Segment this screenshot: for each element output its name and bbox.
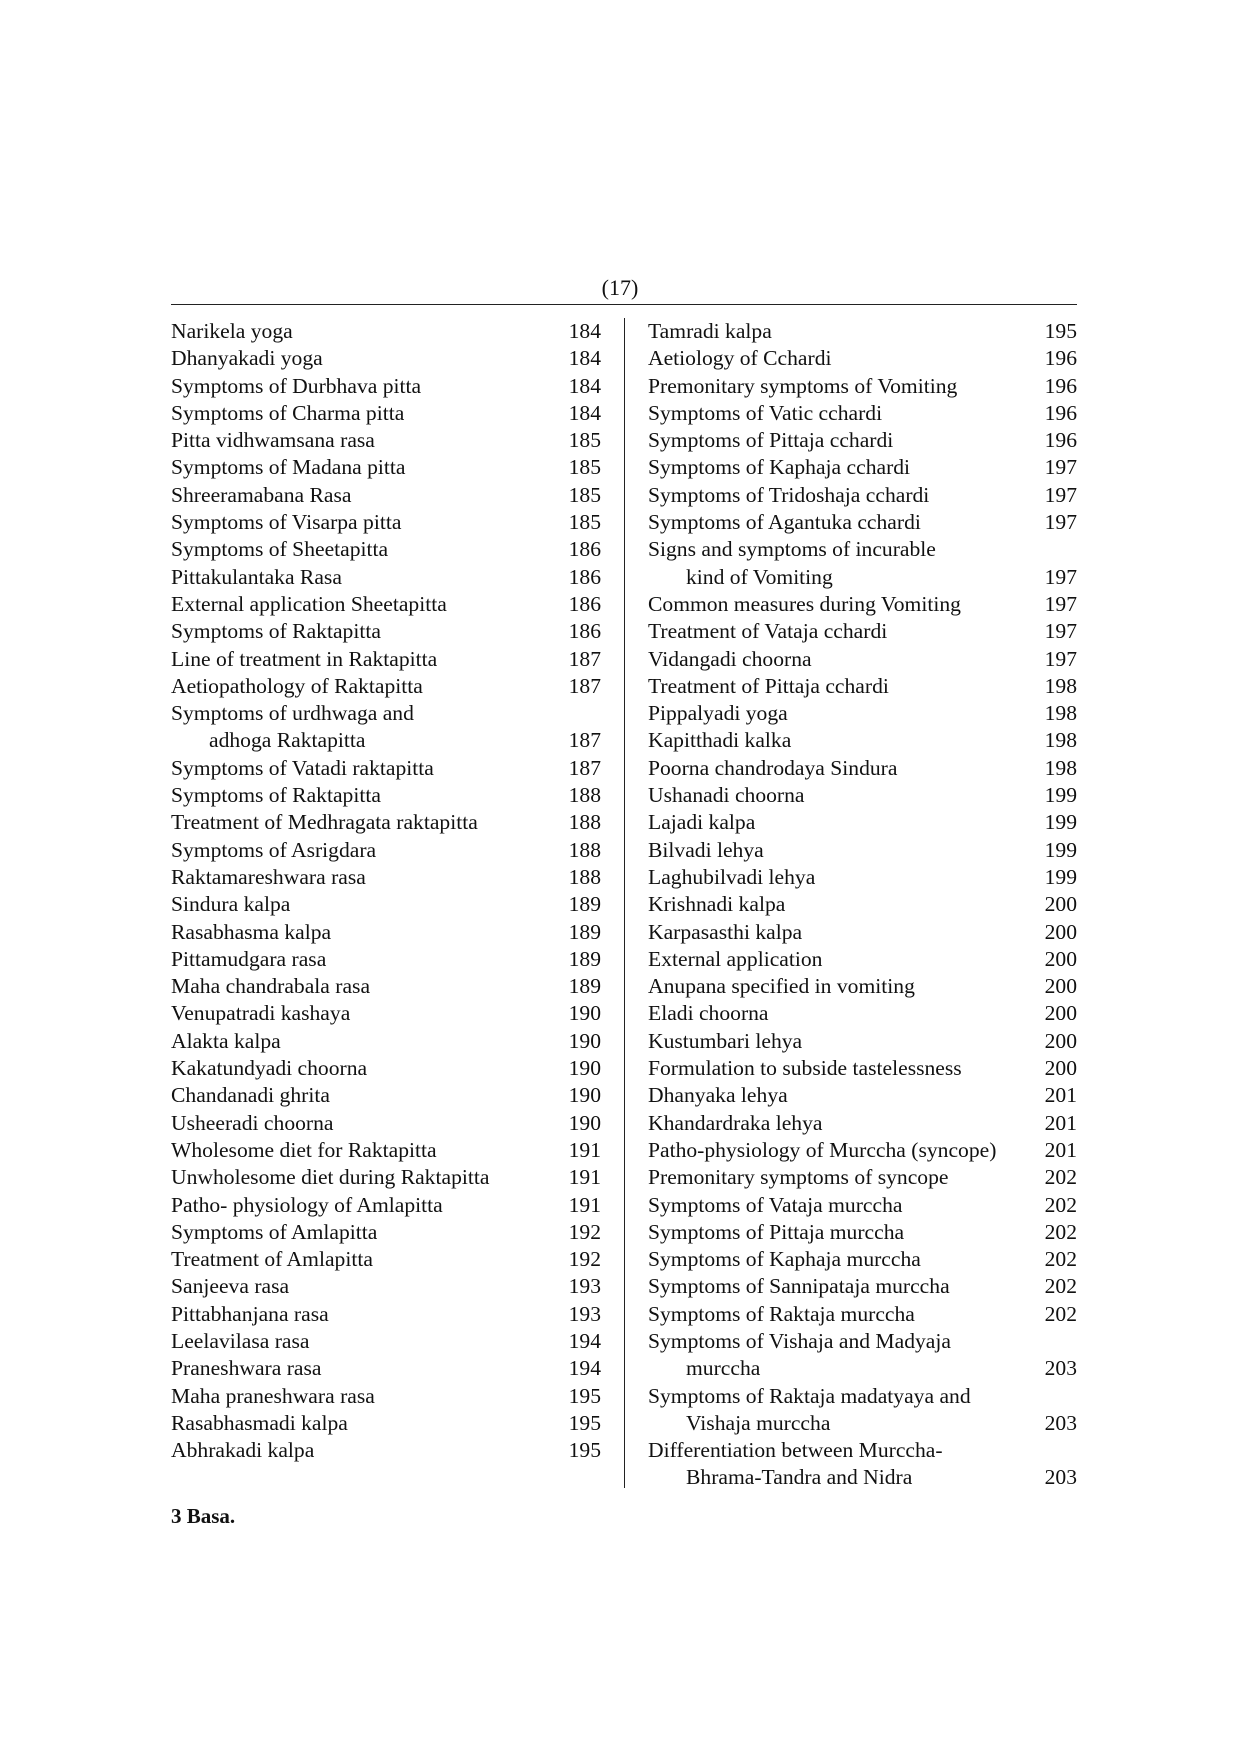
toc-entry-page: 191 [568,1165,601,1190]
toc-entry-title: Symptoms of Pittaja murccha [648,1219,905,1244]
toc-entry-title: Pippalyadi yoga [648,701,788,726]
toc-entry-title: Bhrama-Tandra and Nidra [686,1465,913,1490]
toc-entry-title: Kakatundyadi choorna [171,1056,368,1081]
toc-entry [171,1328,601,1355]
toc-entry [171,973,601,1000]
toc-entry [648,891,1077,918]
toc-entry [648,427,1077,454]
toc-entry [648,727,1077,754]
toc-entry [171,837,601,864]
toc-entry-title: Signs and symptoms of incurable [648,537,936,562]
toc-entry [171,373,601,400]
toc-entry-page: 189 [568,946,601,971]
toc-entry-title: Symptoms of Kaphaja murccha [648,1247,921,1272]
toc-entry [648,1464,1077,1491]
toc-entry [171,1110,601,1137]
toc-entry-title: Symptoms of Raktaja murccha [648,1301,915,1326]
toc-entry [171,564,601,591]
toc-entry-page: 189 [568,974,601,999]
toc-entry-page: 200 [1044,946,1077,971]
toc-entry [171,809,601,836]
toc-entry-page: 187 [568,755,601,780]
toc-entry-page: 198 [1044,755,1077,780]
toc-entry [648,318,1077,345]
toc-entry-page: 187 [568,646,601,671]
toc-entry-title: Ushanadi choorna [648,783,805,808]
toc-entry [171,1301,601,1328]
toc-entry-page: 189 [568,919,601,944]
toc-entry-title: Symptoms of Sheetapitta [171,537,389,562]
toc-entry [171,782,601,809]
column-divider [624,318,625,1488]
toc-entry-title: Chandanadi ghrita [171,1083,330,1108]
toc-entry [171,318,601,345]
toc-entry-page: 196 [1044,346,1077,371]
toc-entry-page: 190 [568,1083,601,1108]
toc-entry [171,400,601,427]
page-number: (17) [601,275,639,300]
toc-entry [648,1219,1077,1246]
toc-entry-page: 186 [568,564,601,589]
toc-entry-title: Symptoms of Raktapitta [171,783,381,808]
toc-entry [648,673,1077,700]
toc-entry [171,536,601,563]
toc-entry [648,400,1077,427]
toc-entry-page: 197 [1044,455,1077,480]
toc-entry-title: Symptoms of Vatadi raktapitta [171,755,434,780]
toc-entry [171,1082,601,1109]
toc-entry [648,536,1077,563]
toc-entry [171,919,601,946]
toc-entry-title: Treatment of Pittaja cchardi [648,673,889,698]
toc-entry-title: Narikela yoga [171,319,293,343]
toc-entry [648,1437,1077,1464]
toc-entry [171,1355,601,1382]
toc-entry [648,1028,1077,1055]
toc-entry-page: 184 [568,319,601,343]
toc-entry-title: Symptoms of Tridoshaja cchardi [648,482,930,507]
toc-entry-page: 192 [568,1247,601,1272]
toc-entry-page: 195 [568,1410,601,1435]
toc-entry-page: 185 [568,455,601,480]
toc-entry-page: 201 [1044,1137,1077,1162]
toc-entry-title: Pitta vidhwamsana rasa [171,428,375,453]
toc-entry-page: 200 [1044,1001,1077,1026]
toc-entry [648,782,1077,809]
toc-entry [648,591,1077,618]
toc-entry [648,1164,1077,1191]
toc-entry-page: 202 [1044,1165,1077,1190]
toc-entry-title: Premonitary symptoms of Vomiting [648,373,958,398]
toc-entry-page: 202 [1044,1192,1077,1217]
toc-entry-title: Usheeradi choorna [171,1110,334,1135]
toc-entry-title: Wholesome diet for Raktapitta [171,1137,437,1162]
toc-entry-title: murccha [686,1356,761,1381]
toc-entry [171,618,601,645]
toc-entry-title: Kustumbari lehya [648,1028,803,1053]
toc-entry-page: 195 [568,1383,601,1408]
toc-entry-title: Patho- physiology of Amlapitta [171,1192,443,1217]
toc-entry-page: 200 [1044,1028,1077,1053]
toc-entry-title: External application [648,946,823,971]
toc-entry-page: 184 [568,373,601,398]
toc-entry [171,427,601,454]
toc-entry-title: Leelavilasa rasa [171,1328,310,1353]
toc-entry-page: 186 [568,619,601,644]
toc-entry-title: Sanjeeva rasa [171,1274,290,1299]
toc-entry [648,1273,1077,1300]
toc-entry-page: 203 [1044,1465,1077,1490]
toc-entry-page: 201 [1044,1083,1077,1108]
toc-entry [648,1383,1077,1410]
toc-entry-title: Symptoms of Amlapitta [171,1219,378,1244]
toc-entry [648,946,1077,973]
toc-entry [648,864,1077,891]
toc-entry-title: Symptoms of Sannipataja murccha [648,1274,950,1299]
toc-entry-title: Sindura kalpa [171,892,291,917]
toc-entry-page: 190 [568,1028,601,1053]
toc-entry-page: 190 [568,1001,601,1026]
toc-entry-page: 203 [1044,1410,1077,1435]
toc-entry-page: 202 [1044,1247,1077,1272]
toc-entry-title: Symptoms of Charma pitta [171,400,405,425]
toc-entry-page: 201 [1044,1110,1077,1135]
toc-entry [171,755,601,782]
toc-entry [171,454,601,481]
toc-entry [648,646,1077,673]
toc-entry [648,837,1077,864]
toc-entry [171,1410,601,1437]
toc-entry-page: 197 [1044,510,1077,535]
toc-entry-title: adhoga Raktapitta [209,728,366,753]
toc-entry [648,345,1077,372]
toc-entry-page: 190 [568,1056,601,1081]
toc-entry-page: 184 [568,346,601,371]
toc-entry-title: Line of treatment in Raktapitta [171,646,438,671]
toc-entry-title: Symptoms of Raktaja madatyaya and [648,1383,971,1408]
toc-entry-page: 199 [1044,864,1077,889]
toc-entry-title: Anupana specified in vomiting [648,974,915,999]
toc-entry-title: Aetiology of Cchardi [648,346,832,371]
toc-entry [648,564,1077,591]
toc-entry [171,1437,601,1464]
toc-entry-title: Symptoms of urdhwaga and [171,701,414,726]
toc-entry-page: 187 [568,728,601,753]
toc-entry-page: 188 [568,864,601,889]
toc-entry-page: 192 [568,1219,601,1244]
toc-entry [171,864,601,891]
toc-entry [171,509,601,536]
toc-entry [171,1000,601,1027]
toc-entry-page: 186 [568,537,601,562]
toc-entry-title: Pittakulantaka Rasa [171,564,342,589]
toc-entry-page: 188 [568,837,601,862]
toc-entry [171,482,601,509]
toc-entry [171,345,601,372]
toc-entry [648,509,1077,536]
toc-entry-title: Symptoms of Pittaja cchardi [648,428,894,453]
toc-entry-title: Symptoms of Visarpa pitta [171,510,402,535]
toc-entry [171,1028,601,1055]
toc-entry-page: 186 [568,591,601,616]
footer-note: 3 Basa. [171,1504,236,1528]
toc-entry-page: 202 [1044,1274,1077,1299]
toc-entry-page: 193 [568,1301,601,1326]
toc-entry-page: 195 [568,1438,601,1463]
toc-entry [648,1192,1077,1219]
toc-entry-page: 188 [568,810,601,835]
toc-entry [648,618,1077,645]
toc-entry-page: 185 [568,510,601,535]
toc-entry [171,1273,601,1300]
toc-entry-title: Rasabhasmadi kalpa [171,1410,348,1435]
toc-entry-page: 197 [1044,564,1077,589]
toc-entry [171,700,601,727]
toc-entry-page: 200 [1044,892,1077,917]
toc-left-column [171,318,601,1464]
toc-entry-page: 197 [1044,646,1077,671]
toc-entry [648,1328,1077,1355]
toc-entry-page: 191 [568,1137,601,1162]
toc-entry-title: Krishnadi kalpa [648,892,786,917]
toc-entry-page: 194 [568,1328,601,1353]
toc-entry-title: Symptoms of Durbhava pitta [171,373,422,398]
toc-entry [648,700,1077,727]
toc-entry-page: 196 [1044,373,1077,398]
toc-entry-title: kind of Vomiting [686,564,833,589]
toc-entry [648,482,1077,509]
toc-right-column [648,318,1077,1492]
toc-entry-title: Pittamudgara rasa [171,946,327,971]
toc-entry-page: 199 [1044,837,1077,862]
toc-entry [648,1246,1077,1273]
toc-entry-page: 194 [568,1356,601,1381]
toc-entry-title: Symptoms of Agantuka cchardi [648,510,921,535]
toc-entry-title: Laghubilvadi lehya [648,864,816,889]
toc-entry [171,1137,601,1164]
toc-entry [648,1110,1077,1137]
toc-entry-title: Venupatradi kashaya [171,1001,351,1026]
toc-entry-title: Dhanyakadi yoga [171,346,323,371]
toc-entry-page: 203 [1044,1356,1077,1381]
toc-entry [171,673,601,700]
toc-entry-page: 197 [1044,591,1077,616]
toc-entry-title: Pittabhanjana rasa [171,1301,329,1326]
toc-entry-page: 185 [568,428,601,453]
toc-entry-title: Treatment of Amlapitta [171,1247,373,1272]
toc-entry-page: 198 [1044,728,1077,753]
toc-entry-title: Alakta kalpa [171,1028,281,1053]
toc-entry-title: Eladi choorna [648,1001,769,1026]
toc-entry-page: 202 [1044,1219,1077,1244]
toc-entry-title: Rasabhasma kalpa [171,919,332,944]
toc-entry [171,1192,601,1219]
toc-entry-title: Vishaja murccha [686,1410,831,1435]
toc-entry-page: 202 [1044,1301,1077,1326]
toc-entry-page: 184 [568,400,601,425]
toc-entry [648,1000,1077,1027]
toc-entry-title: Praneshwara rasa [171,1356,322,1381]
toc-entry [171,1055,601,1082]
toc-entry-title: Symptoms of Kaphaja cchardi [648,455,911,480]
toc-entry-title: Poorna chandrodaya Sindura [648,755,898,780]
toc-entry-title: Treatment of Medhragata raktapitta [171,810,478,835]
toc-entry [648,454,1077,481]
toc-entry-title: Patho-physiology of Murccha (syncope) [648,1137,997,1162]
toc-entry-title: Symptoms of Vatic cchardi [648,400,883,425]
toc-entry [171,1164,601,1191]
toc-entry-title: Kapitthadi kalka [648,728,792,753]
toc-entry [171,646,601,673]
toc-entry-page: 189 [568,892,601,917]
toc-entry-title: Symptoms of Raktapitta [171,619,381,644]
toc-entry-page: 197 [1044,619,1077,644]
toc-entry-page: 196 [1044,428,1077,453]
header-rule [171,304,1077,305]
toc-entry [171,1246,601,1273]
toc-entry [648,973,1077,1000]
toc-entry-title: Abhrakadi kalpa [171,1438,315,1463]
toc-entry-title: Maha praneshwara rasa [171,1383,375,1408]
toc-entry-title: Vidangadi choorna [648,646,812,671]
toc-entry-page: 190 [568,1110,601,1135]
toc-entry-title: Aetiopathology of Raktapitta [171,673,423,698]
toc-entry-title: Premonitary symptoms of syncope [648,1165,949,1190]
toc-entry-title: Differentiation between Murccha- [648,1438,943,1463]
toc-entry-page: 196 [1044,400,1077,425]
toc-entry-title: Maha chandrabala rasa [171,974,371,999]
toc-entry-page: 198 [1044,673,1077,698]
toc-entry [171,1383,601,1410]
toc-entry-page: 197 [1044,482,1077,507]
toc-entry [171,946,601,973]
toc-entry-title: Unwholesome diet during Raktapitta [171,1165,490,1190]
toc-entry [171,1219,601,1246]
toc-entry-page: 191 [568,1192,601,1217]
toc-entry-page: 188 [568,783,601,808]
toc-entry-page: 193 [568,1274,601,1299]
toc-entry [171,727,601,754]
toc-entry [171,891,601,918]
toc-entry-title: Khandardraka lehya [648,1110,823,1135]
toc-entry-page: 200 [1044,919,1077,944]
toc-entry-title: Dhanyaka lehya [648,1083,788,1108]
toc-entry-page: 200 [1044,974,1077,999]
toc-entry-title: Symptoms of Asrigdara [171,837,377,862]
toc-entry [648,1082,1077,1109]
toc-entry [648,1410,1077,1437]
toc-entry-page: 187 [568,673,601,698]
toc-entry-page: 185 [568,482,601,507]
toc-entry-title: Symptoms of Vishaja and Madyaja [648,1328,951,1353]
toc-entry-title: Bilvadi lehya [648,837,764,862]
toc-entry [648,373,1077,400]
toc-entry-title: External application Sheetapitta [171,591,447,616]
toc-entry-title: Karpasasthi kalpa [648,919,803,944]
toc-entry [648,919,1077,946]
toc-entry-page: 199 [1044,783,1077,808]
toc-entry [648,755,1077,782]
toc-entry [171,591,601,618]
toc-entry-title: Treatment of Vataja cchardi [648,619,888,644]
toc-entry-title: Lajadi kalpa [648,810,756,835]
toc-entry-page: 195 [1044,319,1077,343]
toc-entry-page: 200 [1044,1056,1077,1081]
toc-entry-title: Symptoms of Vataja murccha [648,1192,903,1217]
toc-entry [648,1055,1077,1082]
toc-entry-title: Raktamareshwara rasa [171,864,366,889]
toc-entry-page: 198 [1044,701,1077,726]
toc-entry [648,1301,1077,1328]
toc-entry [648,1355,1077,1382]
toc-entry-title: Common measures during Vomiting [648,591,961,616]
toc-entry-page: 199 [1044,810,1077,835]
toc-entry-title: Symptoms of Madana pitta [171,455,406,480]
toc-entry [648,809,1077,836]
toc-entry-title: Shreeramabana Rasa [171,482,352,507]
toc-entry-title: Formulation to subside tastelessness [648,1056,962,1081]
toc-entry-title: Tamradi kalpa [648,319,772,343]
toc-entry [648,1137,1077,1164]
